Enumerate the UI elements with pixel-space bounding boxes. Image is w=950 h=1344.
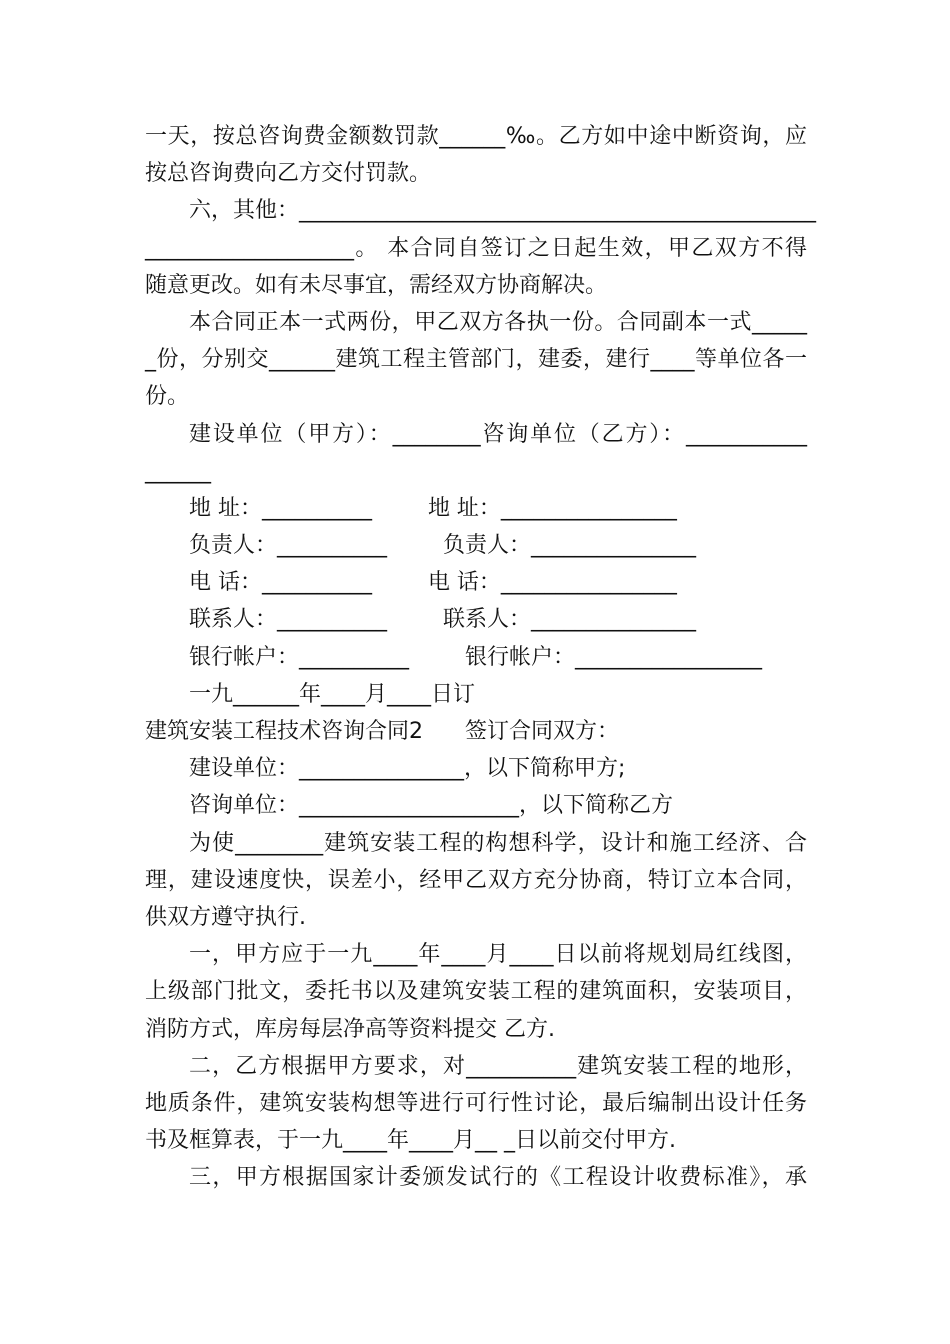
text-line: 份。 [145,384,190,410]
text-line: _份，分别交______建筑工程主管部门，建委，建行____等单位各一 [145,347,807,373]
text-line: 书及框算表，于一九____年____月__ _日以前交付甲方. [145,1128,676,1154]
text-line: 消防方式，库房每层净高等资料提交 乙方. [145,1016,555,1042]
text-line: 上级部门批文，委托书以及建筑安装工程的建筑面积，安装项目， [145,979,807,1005]
text-line: 六，其他：_______________________________________________ [189,198,817,224]
text-line: 建设单位（甲方）：________咨询单位（乙方）：___________ [189,421,807,447]
text-line: 建设单位：_______________，以下简称甲方; [189,756,626,782]
document-body [145,118,817,1196]
text-line: 二，乙方根据甲方要求，对__________建筑安装工程的地形， [189,1053,807,1079]
text-line: ______ [145,458,211,484]
text-line: 为使________建筑安装工程的构想科学，设计和施工经济、合 [189,830,807,856]
text-line: ___________________。 本合同自签订之日起生效，甲乙双方不得 [145,235,807,261]
text-line: 随意更改。如有未尽事宜，需经双方协商解决。 [145,272,608,298]
text-line: 一，甲方应于一九____年____月____日以前将规划局红线图， [189,942,807,968]
section-title: 建筑安装工程技术咨询合同2 签订合同双方： [145,719,619,744]
text-line: 理，建设速度快，误差小，经甲乙双方充分协商，特订立本合同， [145,867,807,893]
text-line: 地质条件，建筑安装构想等进行可行性讨论，最后编制出设计任务 [145,1090,807,1116]
text-line: 三，甲方根据国家计委颁发试行的《工程设计收费标准》，承 [189,1165,807,1191]
text-line: 地 址：__________ 地 址：________________ [189,495,677,521]
text-line: 一天，按总咨询费金额数罚款______‰。乙方如中途中断资询，应 [145,124,807,149]
text-line: 一九______年____月____日订 [189,681,476,707]
text-line: 咨询单位：____________________，以下简称乙方 [189,793,674,819]
text-line: 按总咨询费向乙方交付罚款。 [145,161,432,187]
text-line: 本合同正本一式两份，甲乙双方各执一份。合同副本一式_____ [189,309,807,335]
text-line: 银行帐户：__________ 银行帐户：_________________ [189,644,762,670]
text-line: 电 话：__________ 电 话：________________ [189,570,677,596]
text-line: 负责人：__________ 负责人：_______________ [189,533,696,559]
text-line: 联系人：__________ 联系人：_______________ [189,607,696,633]
text-line: 供双方遵守执行. [145,904,306,930]
